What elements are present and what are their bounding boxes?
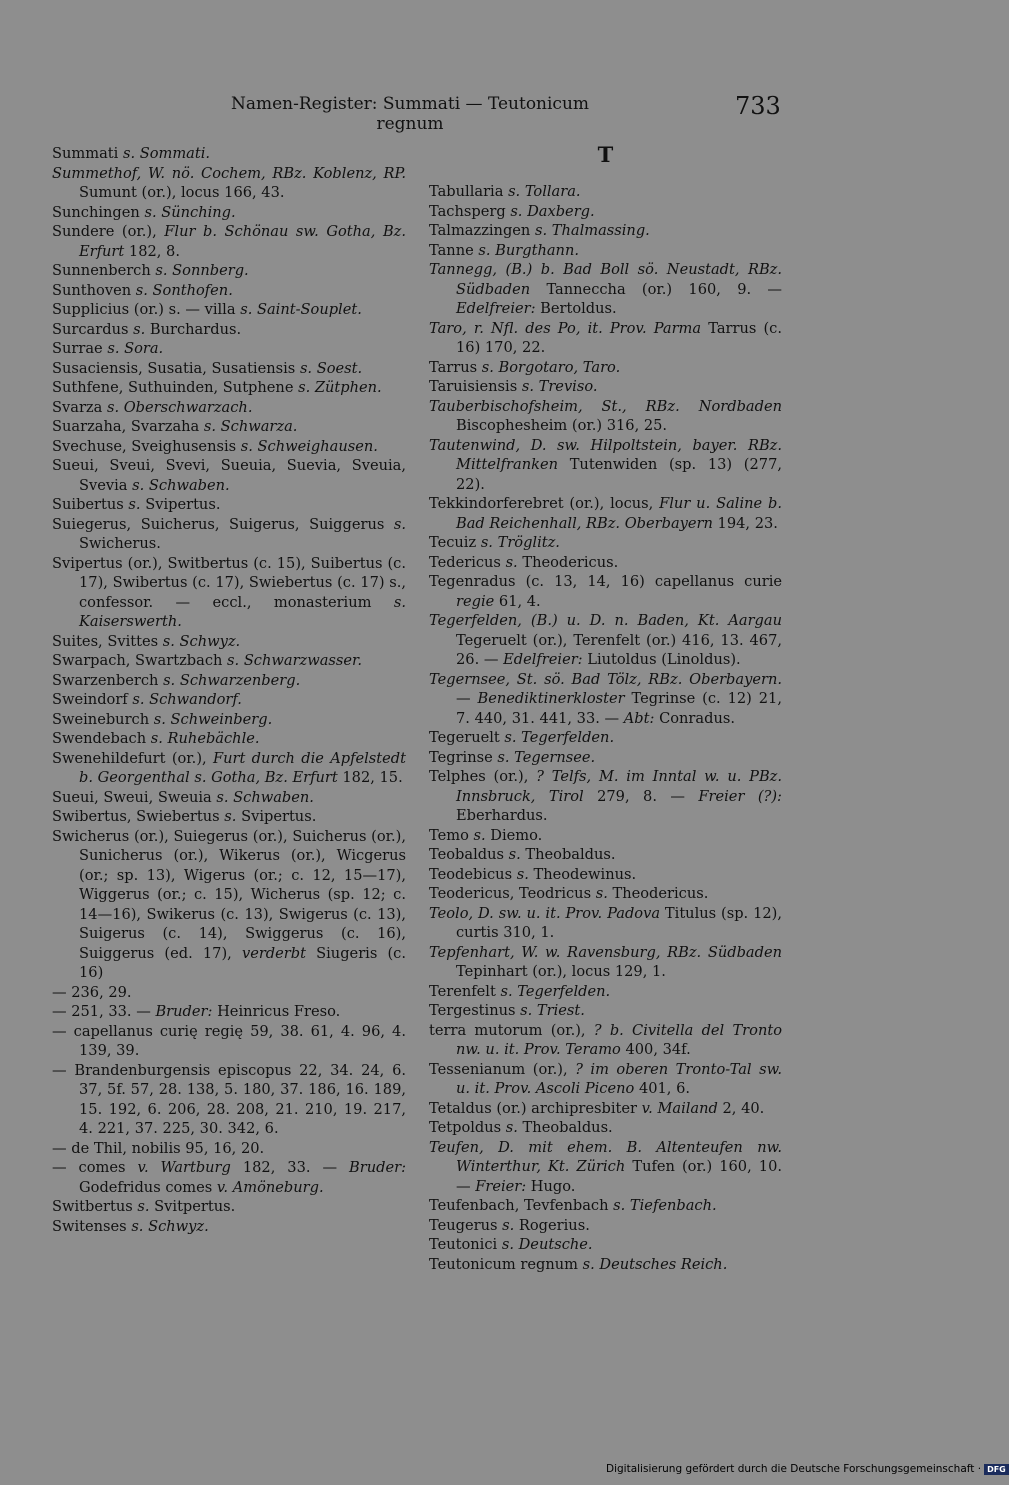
index-entry: Sueui, Sweui, Sweuia s. Schwaben. bbox=[52, 788, 314, 806]
index-entry: Tautenwind, D. sw. Hilpoltstein, bayer. RBz. Mittelfranken Tutenwiden (sp. 13) (277, 22). bbox=[429, 436, 782, 493]
index-entry: Teobaldus s. Theobaldus. bbox=[429, 846, 616, 863]
right-entries bbox=[429, 182, 782, 1274]
index-entry: Tabullaria s. Tollara. bbox=[429, 183, 581, 200]
index-entry: Telphes (or.), ? Telfs, M. im Inntal w. u. PBz. Innsbruck, Tirol 279, 8. — Freier (?): Eberhardus. bbox=[429, 768, 782, 824]
index-entry: Teufenbach, Tevfenbach s. Tiefenbach. bbox=[429, 1197, 717, 1214]
index-entry: Taro, r. Nfl. des Po, it. Prov. Parma Tarrus (c. 16) 170, 22. bbox=[429, 319, 782, 356]
index-entry: Suarzaha, Svarzaha s. Schwarza. bbox=[52, 418, 298, 435]
index-entry: Teutonici s. Deutsche. bbox=[429, 1236, 593, 1253]
index-entry: Swendebach s. Ruhebächle. bbox=[52, 730, 260, 747]
index-entry: Sunchingen s. Sünching. bbox=[52, 203, 236, 221]
index-entry: — 251, 33. — Bruder: Heinricus Freso. bbox=[52, 1003, 341, 1020]
index-entry: — 236, 29. bbox=[52, 983, 132, 1001]
index-entry: Svipertus (or.), Switbertus (c. 15), Suibertus (c. 17), Swibertus (c. 17), Swiebertus (c. 17) s., confessor. — eccl., monasterium s. Kaiserswerth. bbox=[52, 554, 406, 630]
index-entry: Sundere (or.), Flur b. Schönau sw. Gotha, Bz. Erfurt 182, 8. bbox=[52, 223, 406, 260]
index-entry: Suites, Svittes s. Schwyz. bbox=[52, 632, 241, 650]
index-entry: Temo s. Diemo. bbox=[429, 826, 543, 844]
index-entry: terra mutorum (or.), ? b. Civitella del Tronto nw. u. it. Prov. Teramo 400, 34f. bbox=[429, 1021, 782, 1058]
index-entry: Tauberbischofsheim, St., RBz. Nordbaden Biscophesheim (or.) 316, 25. bbox=[429, 397, 782, 434]
index-entry: Taruisiensis s. Treviso. bbox=[429, 378, 598, 395]
index-entry: Suiegerus, Suicherus, Suigerus, Suiggerus s. Swicherus. bbox=[52, 515, 406, 552]
index-entry: — capellanus curię regię 59, 38. 61, 4. 96, 4. 139, 39. bbox=[52, 1022, 406, 1059]
index-entry: Svarza s. Oberschwarzach. bbox=[52, 398, 253, 416]
index-entry: Teufen, D. mit ehem. B. Altenteufen nw. Winterthur, Kt. Zürich Tufen (or.) 160, 10. — Freier: Hugo. bbox=[429, 1138, 782, 1195]
dfg-logo: DFG bbox=[984, 1464, 1009, 1475]
index-entry: Swarpach, Swartzbach s. Schwarzwasser. bbox=[52, 652, 363, 669]
index-entry: Tannegg, (B.) b. Bad Boll sö. Neustadt, RBz. Südbaden Tanneccha (or.) 160, 9. — Edelfreier: Bertoldus. bbox=[429, 261, 782, 317]
index-entry: Tarrus s. Borgotaro, Taro. bbox=[429, 358, 621, 376]
index-entry: Supplicius (or.) s. — villa s. Saint-Souplet. bbox=[52, 301, 362, 318]
index-entry: Sweineburch s. Schweinberg. bbox=[52, 710, 273, 728]
index-entry: Suthfene, Suthuinden, Sutphene s. Zütphen. bbox=[52, 379, 382, 396]
left-column bbox=[52, 144, 406, 1236]
index-entry: Tachsperg s. Daxberg. bbox=[429, 202, 595, 220]
index-entry: Switbertus s. Svitpertus. bbox=[52, 1198, 236, 1215]
index-entry: Tanne s. Burgthann. bbox=[429, 241, 579, 259]
index-entry: Sweindorf s. Schwandorf. bbox=[52, 691, 242, 708]
index-entry: Terenfelt s. Tegerfelden. bbox=[429, 982, 611, 1000]
index-entry: — Brandenburgensis episcopus 22, 34. 24, 6. 37, 5f. 57, 28. 138, 5. 180, 37. 186, 16. 189, 15. 192, 6. 206, 28. 208, 21. 210, 19. 217, 4. 221, 37. 225, 30. 342, 6. bbox=[52, 1061, 406, 1137]
index-entry: Teugerus s. Rogerius. bbox=[429, 1216, 590, 1234]
index-entry: Summati s. Sommati. bbox=[52, 145, 211, 162]
index-entry: Swibertus, Swiebertus s. Svipertus. bbox=[52, 808, 317, 825]
index-entry: Swenehildefurt (or.), Furt durch die Apfelstedt b. Georgenthal s. Gotha, Bz. Erfurt 182, 15. bbox=[52, 749, 406, 786]
index-entry: Surrae s. Sora. bbox=[52, 340, 164, 357]
index-entry: Swicherus (or.), Suiegerus (or.), Suicherus (or.), Sunicherus (or.), Wikerus (or.), Wicgerus (or.; sp. 13), Wigerus (or.; c. 12, 15—17), Wiggerus (or.; c. 15), Wicherus (sp. 12; c. 14—16), Swikerus (c. 13), Swigerus (c. 13), Suigerus (c. 14), Swiggerus (c. 16), Suiggerus (ed. 17), verderbt Siugeris (c. 16) bbox=[52, 827, 406, 981]
index-entry: Teodericus, Teodricus s. Theodericus. bbox=[429, 885, 709, 902]
index-entry: Sueui, Sveui, Svevi, Sueuia, Suevia, Sveuia, Svevia s. Schwaben. bbox=[52, 457, 406, 494]
running-title: Namen-Register: Summati — Teutonicum regnum bbox=[230, 94, 590, 134]
index-entry: Svechuse, Sveighusensis s. Schweighausen. bbox=[52, 437, 378, 455]
right-column bbox=[429, 144, 782, 1274]
index-entry: Teolo, D. sw. u. it. Prov. Padova Titulus (sp. 12), curtis 310, 1. bbox=[429, 904, 782, 941]
index-entry: Tergestinus s. Triest. bbox=[429, 1002, 585, 1019]
index-entry: Sunnenberch s. Sonnberg. bbox=[52, 262, 249, 279]
index-entry: Tetaldus (or.) archipresbiter v. Mailand 2, 40. bbox=[429, 1099, 765, 1117]
index-entry: Tegenradus (c. 13, 14, 16) capellanus curie regie 61, 4. bbox=[429, 573, 782, 610]
index-entry: Tedericus s. Theodericus. bbox=[429, 553, 619, 571]
index-entry: Surcardus s. Burchardus. bbox=[52, 320, 242, 338]
index-entry: Tegernsee, St. sö. Bad Tölz, RBz. Oberbayern. — Benediktinerkloster Tegrinse (c. 12) 21, 7. 440, 31. 441, 33. — Abt: Conradus. bbox=[429, 670, 782, 727]
index-entry: Swarzenberch s. Schwarzenberg. bbox=[52, 671, 301, 689]
index-entry: Summethof, W. nö. Cochem, RBz. Koblenz, RP. Sumunt (or.), locus 166, 43. bbox=[52, 164, 406, 201]
index-entry: Tetpoldus s. Theobaldus. bbox=[429, 1119, 613, 1136]
index-entry: Switenses s. Schwyz. bbox=[52, 1217, 209, 1235]
index-entry: — de Thil, nobilis 95, 16, 20. bbox=[52, 1139, 265, 1157]
index-entry: Tekkindorferebret (or.), locus, Flur u. Saline b. Bad Reichenhall, RBz. Oberbayern 194, 23. bbox=[429, 495, 782, 532]
index-entry: Tecuiz s. Tröglitz. bbox=[429, 534, 560, 551]
index-entry: Teutonicum regnum s. Deutsches Reich. bbox=[429, 1255, 728, 1273]
section-letter: T bbox=[597, 142, 614, 167]
index-entry: Tepfenhart, W. w. Ravensburg, RBz. Südbaden Tepinhart (or.), locus 129, 1. bbox=[429, 943, 782, 980]
index-entry: Tessenianum (or.), ? im oberen Tronto-Tal sw. u. it. Prov. Ascoli Piceno 401, 6. bbox=[429, 1060, 782, 1097]
index-entry: Tegerfelden, (B.) u. D. n. Baden, Kt. Aargau Tegeruelt (or.), Terenfelt (or.) 416, 13. 467, 26. — Edelfreier: Liutoldus (Linoldus). bbox=[429, 612, 782, 668]
index-entry: Teodebicus s. Theodewinus. bbox=[429, 865, 637, 883]
index-entry: Tegeruelt s. Tegerfelden. bbox=[429, 729, 615, 746]
index-entry: Tegrinse s. Tegernsee. bbox=[429, 748, 596, 766]
index-entry: Susaciensis, Susatia, Susatiensis s. Soest. bbox=[52, 359, 363, 377]
index-entry: — comes v. Wartburg 182, 33. — Bruder: Godefridus comes v. Amöneburg. bbox=[52, 1159, 407, 1196]
index-entry: Suibertus s. Svipertus. bbox=[52, 496, 221, 513]
page-number: 733 bbox=[735, 92, 781, 120]
index-entry: Talmazzingen s. Thalmassing. bbox=[429, 222, 650, 239]
footer-credit bbox=[606, 1463, 1006, 1477]
index-entry: Sunthoven s. Sonthofen. bbox=[52, 281, 233, 299]
footer-text: Digitalisierung gefördert durch die Deutsche Forschungsgemeinschaft · bbox=[606, 1463, 982, 1475]
page-header bbox=[0, 92, 1000, 134]
